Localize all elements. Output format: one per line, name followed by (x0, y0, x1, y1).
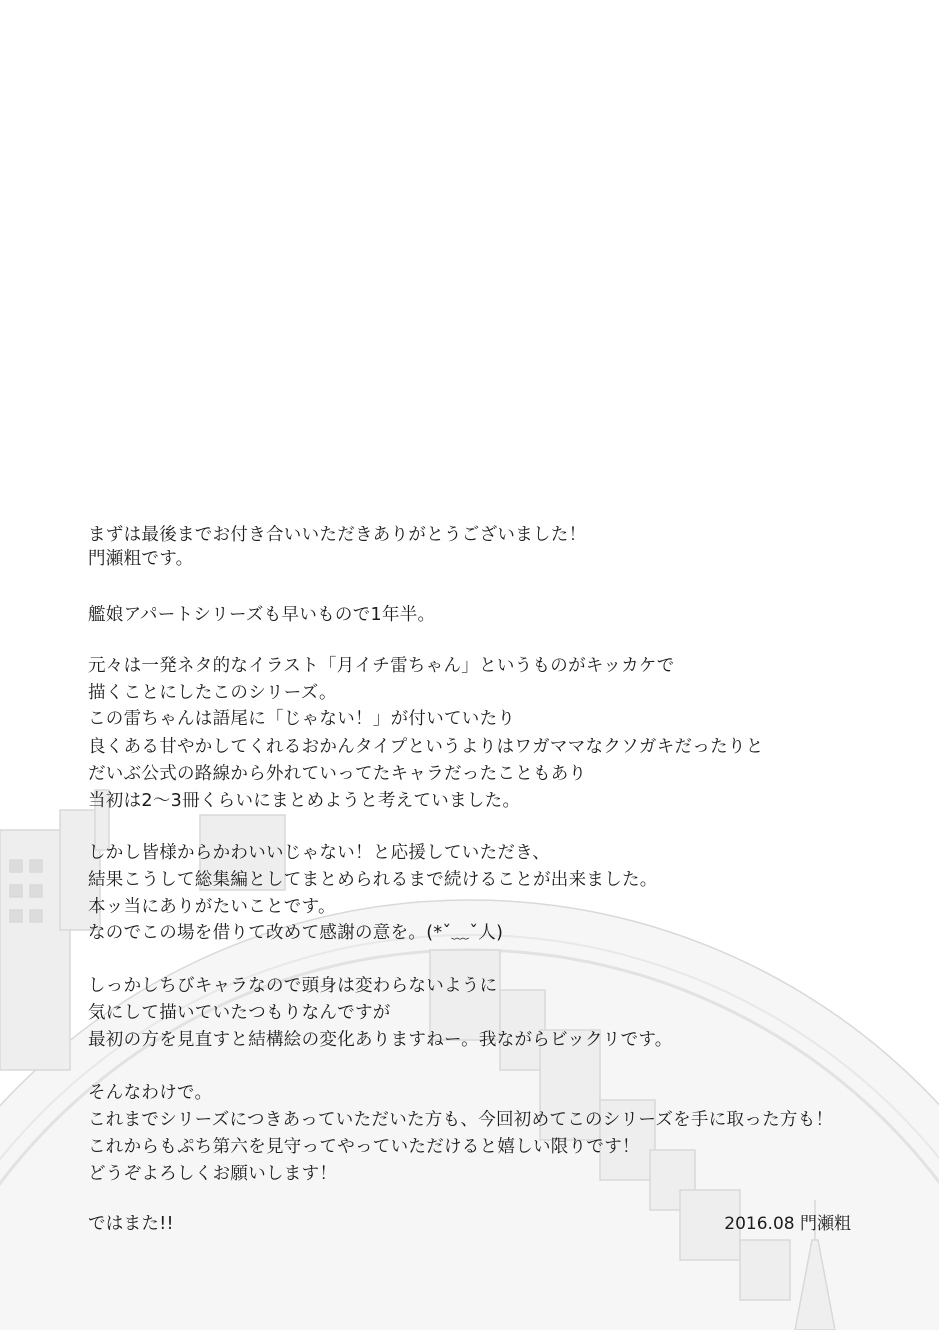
text-line: なのでこの場を借りて改めて感謝の意を。(*ˇ﹏ˇ人) (88, 923, 504, 943)
text-line: だいぶ公式の路線から外れていってたキャラだったこともあり (88, 764, 587, 784)
text-line: しっかしちびキャラなので頭身は変わらないように (88, 976, 498, 996)
text-line: 結果こうして総集編としてまとめられるまで続けることが出来ました。 (88, 870, 658, 890)
text-line: 元々は一発ネタ的なイラスト「月イチ雷ちゃん」というものがキッカケで (88, 656, 675, 676)
text-line: しかし皆様からかわいいじゃない！と応援していただき、 (88, 843, 551, 863)
text-line: ではまた!! (88, 1214, 174, 1234)
text-line: これからもぷち第六を見守ってやっていただけると嬉しい限りです！ (88, 1137, 640, 1157)
text-line: 描くことにしたこのシリーズ。 (88, 683, 337, 703)
text-line: どうぞよろしくお願いします！ (88, 1164, 338, 1184)
text-line: 良くある甘やかしてくれるおかんタイプというよりはワガママなクソガキだったりと (88, 737, 764, 757)
text-line: 艦娘アパートシリーズも早いもので1年半。 (88, 605, 436, 625)
signature: 2016.08 門瀬粗 (724, 1214, 851, 1234)
text-line: まずは最後までお付き合いいただきありがとうございました！ (88, 525, 587, 545)
text-line: この雷ちゃんは語尾に「じゃない！」が付いていたり (88, 709, 516, 729)
text-line: これまでシリーズにつきあっていただいた方も、今回初めてこのシリーズを手に取った方も！ (88, 1110, 834, 1130)
text-line: 気にして描いていたつもりなんですが (88, 1003, 391, 1023)
text-line: そんなわけで。 (88, 1083, 213, 1103)
text-line: 最初の方を見直すと結構絵の変化ありますねー。我ながらビックリです。 (88, 1030, 673, 1050)
text-line: 本ッ当にありがたいことです。 (88, 897, 336, 917)
text-line: 門瀬粗です。 (88, 549, 194, 569)
text-line: 当初は2〜3冊くらいにまとめようと考えていました。 (88, 791, 521, 811)
